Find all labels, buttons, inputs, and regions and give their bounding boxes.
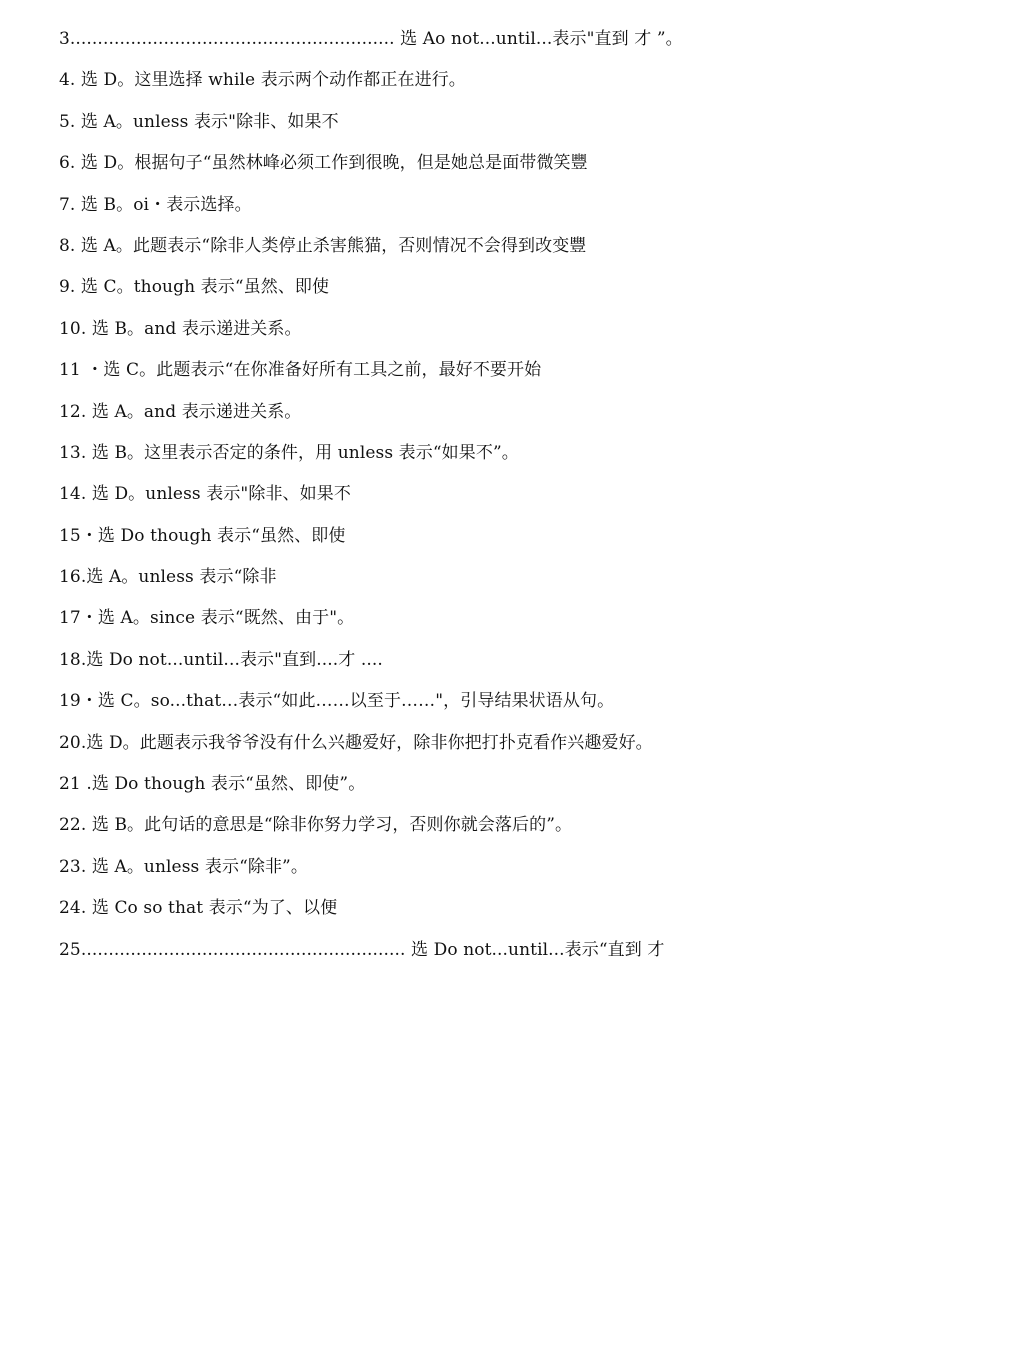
answer-line-4: 4. 选 D。这里选择 while 表示两个动作都正在进行。 <box>59 70 466 91</box>
answer-line-18: 18.选 Do not...until...表示"直到....才 .... <box>59 649 383 670</box>
answer-line-20: 20.选 D。此题表示我爷爷没有什么兴趣爱好，除非你把打扑克看作兴趣爱好。 <box>59 732 653 753</box>
answer-line-5: 5. 选 A。unless 表示"除非、如果不 <box>59 111 339 132</box>
answer-line-11: 11 ・选 C。此题表示“在你准备好所有工具之前，最好不要开始 <box>59 360 542 381</box>
answer-line-19: 19・选 C。so...that…表示“如此……以至于……"，引导结果状语从句。 <box>59 691 615 712</box>
answer-line-6: 6. 选 D。根据句子“虽然林峰必须工作到很晚，但是她总是面带微笑豐 <box>59 153 588 174</box>
answer-line-23: 23. 选 A。unless 表示“除非”。 <box>59 856 308 877</box>
answer-line-13: 13. 选 B。这里表示否定的条件，用 unless 表示“如果不”。 <box>59 442 519 463</box>
answer-line-10: 10. 选 B。and 表示递进关系。 <box>59 318 302 339</box>
answer-line-14: 14. 选 D。unless 表示"除非、如果不 <box>59 484 351 505</box>
answer-line-8: 8. 选 A。此题表示“除非人类停止杀害熊猫，否则情况不会得到改变豐 <box>59 235 587 256</box>
answer-line-21: 21 .选 Do though 表示“虽然、即使”。 <box>59 774 366 795</box>
answer-line-25: 25........................................................... 选 Do not...until...表示“直到 才 <box>59 939 665 960</box>
answer-list <box>59 26 989 978</box>
answer-line-7: 7. 选 B。oi・表示选择。 <box>59 194 252 215</box>
answer-line-16: 16.选 A。unless 表示“除非 <box>59 567 277 588</box>
answer-line-12: 12. 选 A。and 表示递进关系。 <box>59 401 302 422</box>
answer-line-15: 15・选 Do though 表示“虽然、即使 <box>59 525 346 546</box>
answer-line-17: 17・选 A。since 表示“既然、由于"。 <box>59 608 355 629</box>
answer-line-22: 22. 选 B。此句话的意思是“除非你努力学习，否则你就会落后的”。 <box>59 815 573 836</box>
answer-line-24: 24. 选 Co so that 表示“为了、以便 <box>59 898 338 919</box>
answer-line-9: 9. 选 C。though 表示“虽然、即使 <box>59 277 330 298</box>
answer-line-3: 3........................................................... 选 Ao not...until...表示"直到 才 ”。 <box>59 29 683 49</box>
